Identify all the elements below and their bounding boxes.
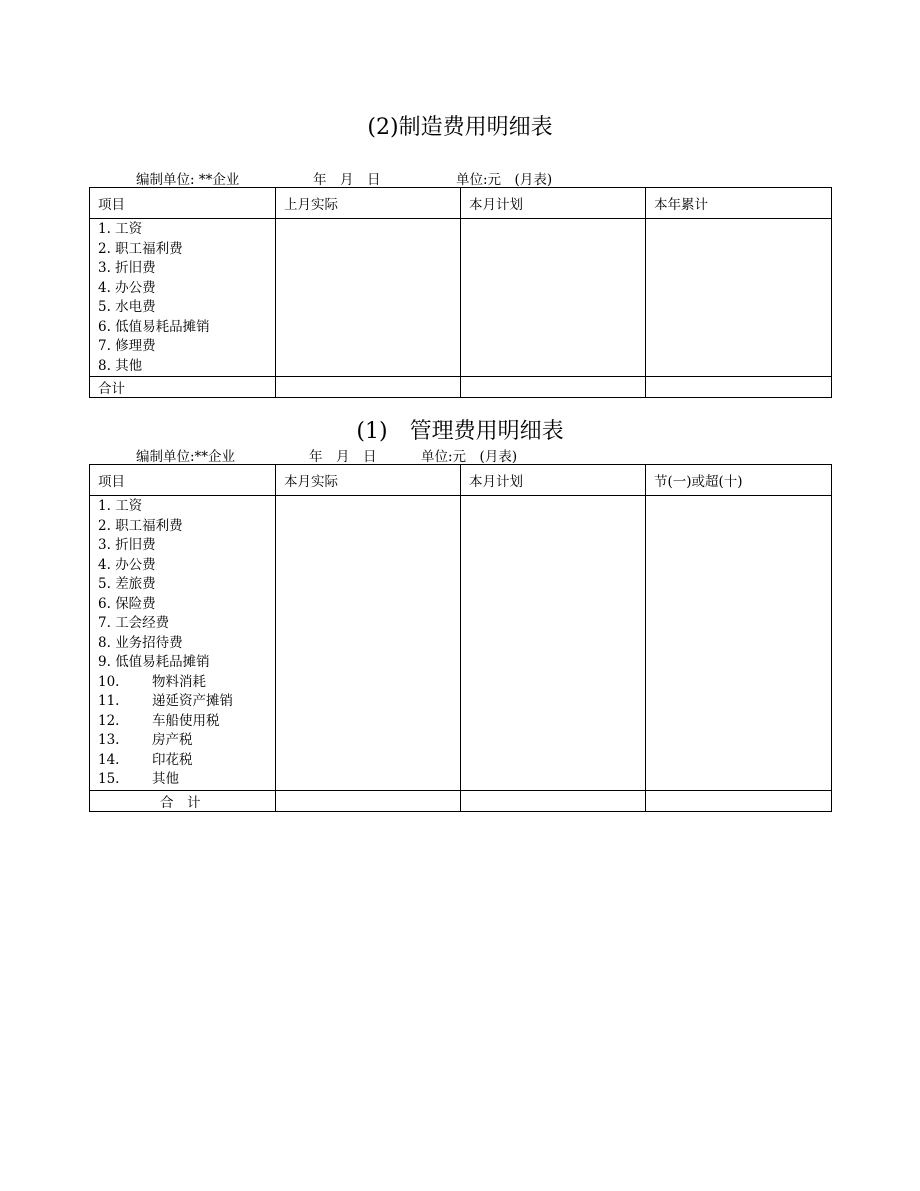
empty-cell bbox=[461, 790, 646, 811]
empty-cell bbox=[276, 377, 461, 398]
items-cell bbox=[90, 496, 276, 791]
manufacturing-expense-table bbox=[89, 187, 832, 398]
column-header-this-month-plan: 本月计划 bbox=[461, 188, 646, 219]
empty-cell bbox=[276, 219, 461, 377]
item-number: 5. bbox=[98, 576, 111, 592]
management-expense-table bbox=[89, 464, 832, 812]
item-number: 1. bbox=[98, 498, 111, 514]
list-item bbox=[98, 575, 275, 595]
item-label: 其他 bbox=[152, 771, 179, 787]
list-item bbox=[98, 536, 275, 556]
items-cell bbox=[90, 219, 276, 377]
list-item bbox=[98, 673, 275, 693]
column-header-item: 项目 bbox=[90, 465, 276, 496]
total-row bbox=[90, 790, 832, 811]
list-item bbox=[98, 614, 275, 634]
column-header-year-to-date: 本年累计 bbox=[646, 188, 832, 219]
item-number: 8. bbox=[98, 634, 111, 651]
manufacturing-meta-unit: 编制单位: **企业 bbox=[136, 172, 240, 188]
manufacturing-meta-currency: 单位:元 (月表) bbox=[456, 172, 553, 188]
empty-cell bbox=[461, 377, 646, 398]
item-number: 9. bbox=[98, 654, 111, 670]
list-item bbox=[98, 770, 275, 790]
item-label: 业务招待费 bbox=[115, 634, 183, 651]
item-label: 印花税 bbox=[152, 751, 193, 768]
list-item: 2. 职工福利费 bbox=[98, 240, 183, 257]
item-label: 工资 bbox=[115, 498, 143, 514]
item-label: 低值易耗品摊销 bbox=[115, 654, 210, 670]
list-item: 3. 折旧费 bbox=[98, 260, 156, 276]
item-number: 15. bbox=[98, 771, 120, 787]
column-header-this-month-plan: 本月计划 bbox=[461, 465, 646, 496]
list-item bbox=[98, 653, 275, 673]
list-item bbox=[98, 634, 275, 654]
item-label: 工会经费 bbox=[115, 615, 170, 631]
management-meta-currency: 单位:元 (月表) bbox=[421, 449, 518, 465]
list-item bbox=[98, 595, 275, 615]
list-item: 4. 办公费 bbox=[98, 279, 156, 296]
item-number: 12. bbox=[98, 712, 120, 729]
manufacturing-meta-date: 年 月 日 bbox=[313, 172, 381, 188]
list-item bbox=[98, 556, 275, 576]
list-item bbox=[98, 517, 275, 537]
list-item: 6. 低值易耗品摊销 bbox=[98, 318, 210, 335]
item-label: 车船使用税 bbox=[152, 712, 220, 729]
table-header-row bbox=[90, 465, 832, 496]
column-header-variance: 节(一)或超(十) bbox=[646, 465, 832, 496]
empty-cell bbox=[276, 790, 461, 811]
list-item bbox=[98, 497, 275, 517]
empty-cell bbox=[646, 790, 832, 811]
manufacturing-expense-title: (2)制造费用明细表 bbox=[367, 115, 553, 140]
item-number: 11. bbox=[98, 693, 120, 709]
table-body-row bbox=[90, 219, 832, 377]
management-meta-date: 年 月 日 bbox=[309, 449, 377, 465]
item-label: 职工福利费 bbox=[115, 517, 183, 534]
item-label: 递延资产摊销 bbox=[152, 693, 233, 709]
total-label: 合计 bbox=[90, 377, 276, 398]
column-header-item: 项目 bbox=[90, 188, 276, 219]
list-item bbox=[98, 751, 275, 771]
management-expense-title: (1) 管理费用明细表 bbox=[356, 419, 564, 444]
item-label: 房产税 bbox=[152, 732, 193, 748]
empty-cell bbox=[646, 219, 832, 377]
list-item bbox=[98, 712, 275, 732]
empty-cell bbox=[646, 496, 832, 791]
item-label: 物料消耗 bbox=[152, 673, 206, 690]
list-item bbox=[98, 692, 275, 712]
item-number: 13. bbox=[98, 732, 120, 748]
list-item: 8. 其他 bbox=[98, 357, 143, 374]
item-label: 折旧费 bbox=[115, 537, 156, 553]
table-body-row bbox=[90, 496, 832, 791]
item-label: 差旅费 bbox=[115, 576, 156, 592]
empty-cell bbox=[646, 377, 832, 398]
item-number: 14. bbox=[98, 751, 120, 768]
empty-cell bbox=[461, 219, 646, 377]
item-label: 保险费 bbox=[115, 595, 156, 612]
item-number: 4. bbox=[98, 556, 111, 573]
list-item: 5. 水电费 bbox=[98, 299, 156, 315]
item-number: 6. bbox=[98, 595, 111, 612]
column-header-this-month-actual: 本月实际 bbox=[276, 465, 461, 496]
total-label: 合 计 bbox=[90, 790, 276, 811]
column-header-last-month-actual: 上月实际 bbox=[276, 188, 461, 219]
list-item: 7. 修理费 bbox=[98, 338, 156, 354]
item-label: 办公费 bbox=[115, 556, 156, 573]
total-row bbox=[90, 377, 832, 398]
empty-cell bbox=[461, 496, 646, 791]
item-number: 2. bbox=[98, 517, 111, 534]
table-header-row bbox=[90, 188, 832, 219]
empty-cell bbox=[276, 496, 461, 791]
item-number: 3. bbox=[98, 537, 111, 553]
list-item bbox=[98, 731, 275, 751]
list-item: 1. 工资 bbox=[98, 221, 143, 237]
management-meta-unit: 编制单位:**企业 bbox=[136, 449, 236, 465]
item-number: 10. bbox=[98, 673, 120, 690]
item-number: 7. bbox=[98, 615, 111, 631]
